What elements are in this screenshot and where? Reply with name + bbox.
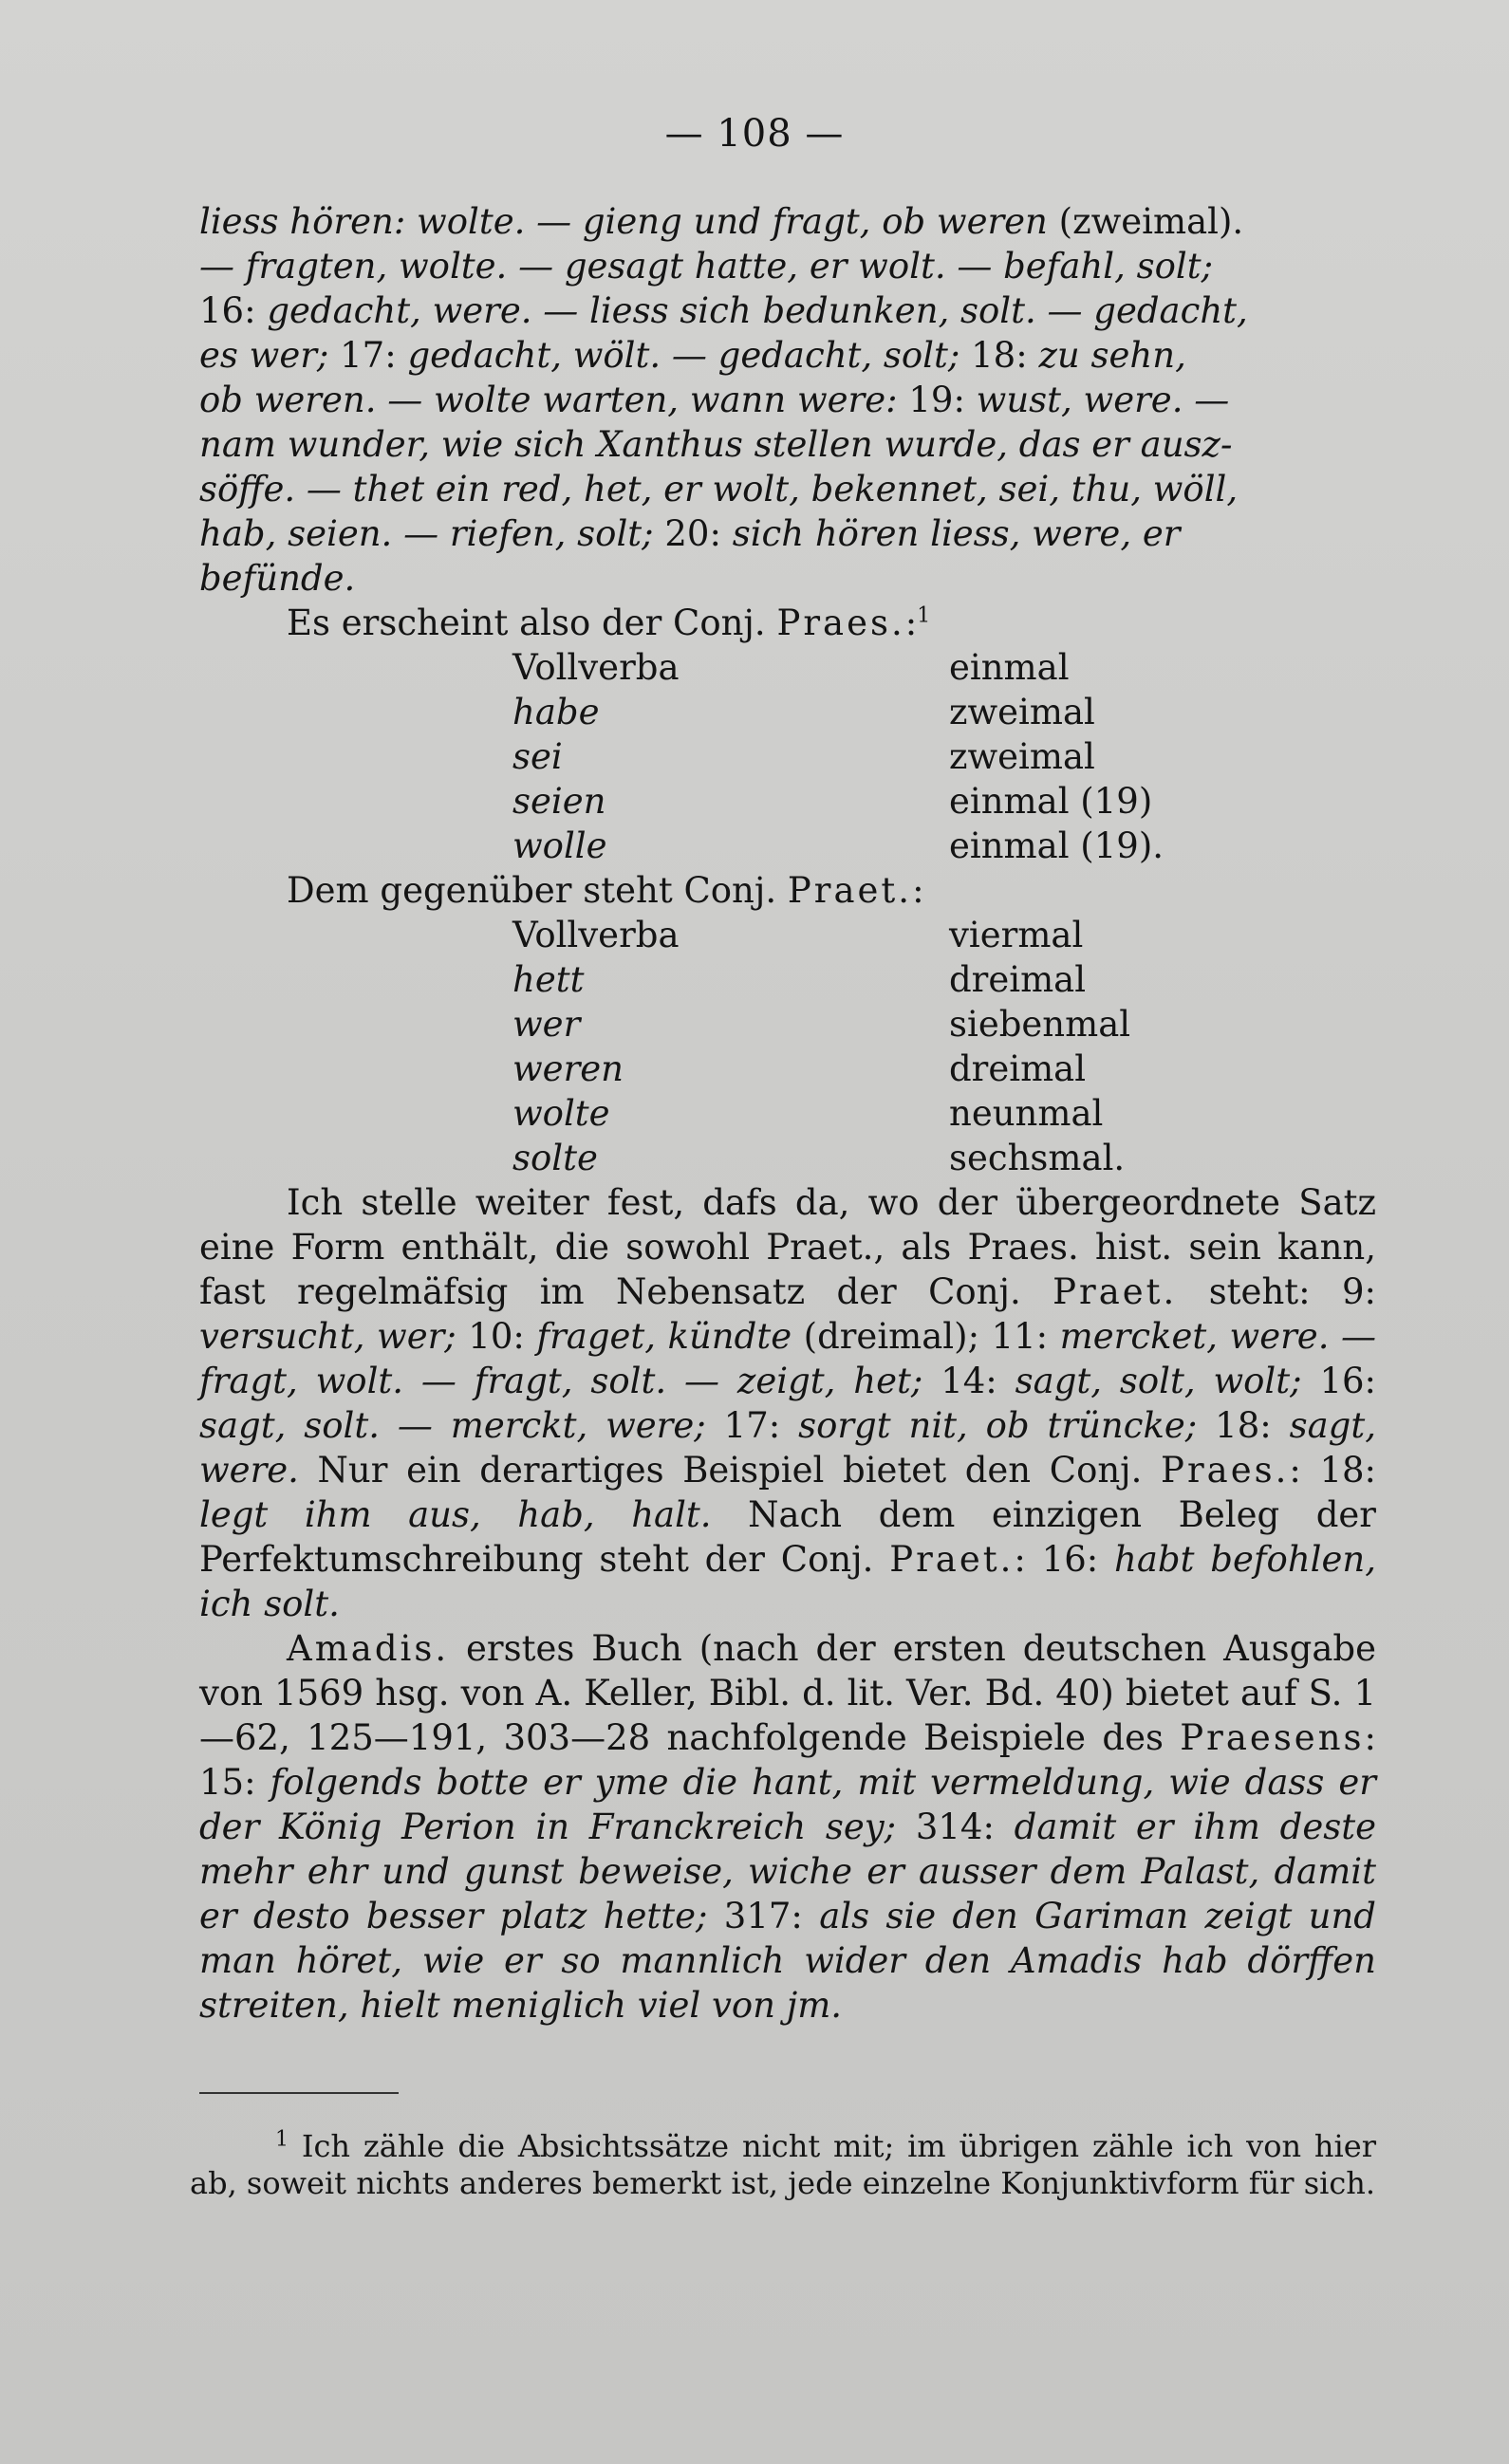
footnote-marker: 1 (917, 603, 931, 628)
table-row: solte sechsmal. (512, 1138, 1126, 1178)
table-row: seien einmal (19) (512, 781, 1153, 822)
quote-line: 16: gedacht, were. — liess sich bedunken, solt. — gedacht, (199, 290, 1248, 331)
praet-intro: Dem gegenüber steht Conj. Praet.: (287, 870, 924, 911)
table-row: wer siebenmal (512, 1004, 1131, 1045)
page-number: — 108 — (664, 112, 845, 156)
table-row: Vollverba viermal (512, 915, 1084, 955)
footnote (190, 2128, 1376, 2202)
quote-line: es wer; 17: gedacht, wölt. — gedacht, solt; 18: zu sehn, (199, 335, 1186, 376)
quote-line: nam wunder, wie sich Xanthus stellen wurde, das er ausz- (199, 424, 1233, 465)
footnote-text: $^1$ Ich zähle die Absichtssätze nicht mit; im übrigen zähle ich von hier ab, soweit nichts anderes bemerkt ist, jede einzelne Konjunktivform für sich. (190, 2127, 1376, 2201)
paragraph-amadis: Amadis. erstes Buch (nach der ersten deutschen Ausgabe von 1569 hsg. von A. Keller, Bibl. d. lit. Ver. Bd. 40) bietet auf S. 1—62, 125—191, 303—28 nachfolgende Beispiele des Praesens: 15: folgends botte er yme die hant, mit vermeldung, wie dass er der König Perion in Franckreich sey; 314: damit er ihm deste mehr ehr und gunst beweise, wiche er ausser dem Palast, damit er desto besser platz hette; 317: als sie den Gariman zeigt und man höret, wie er so mannlich wider den Amadis hab dörffen streiten, hielt meniglich viel von jm. (199, 1628, 1376, 2026)
table-row: weren dreimal (512, 1048, 1087, 1089)
footnote-rule (199, 2092, 399, 2094)
praes-table (199, 645, 1376, 868)
quote-block (199, 199, 1376, 2028)
table-row: wolle einmal (19). (512, 825, 1164, 866)
quote-line: söffe. — thet ein red, het, er wolt, bekennet, sei, thu, wöll, (199, 469, 1239, 509)
praes-intro: Es erscheint also der Conj. Praes.:$^1$ (287, 602, 931, 643)
quote-line: — fragten, wolte. — gesagt hatte, er wolt. — befahl, solt; (199, 246, 1214, 287)
table-row: wolte neunmal (512, 1093, 1104, 1134)
quote-line: befünde. (199, 558, 356, 599)
paragraph-praet: Ich stelle weiter fest, dafs da, wo der übergeordnete Satz eine Form enthält, die sowohl Praet., als Praes. hist. sein kann, fast regelmäfsig im Nebensatz der Conj. Praet. steht: 9: versucht, wer; 10: fraget, kündte (dreimal); 11: mercket, were. — fragt, wolt. — fragt, solt. — zeigt, het; 14: sagt, solt, wolt; 16: sagt, solt. — merckt, were; 17: sorgt nit, ob trüncke; 18: sagt, were. Nur ein derartiges Beispiel bietet den Conj. Praes.: 18: legt ihm aus, hab, halt. Nach dem einzigen Beleg der Perfektumschreibung steht der Conj. Praet.: 16: habt befohlen, ich solt. (199, 1182, 1377, 1624)
quote-line: ob weren. — wolte warten, wann were: 19: wust, were. — (199, 380, 1230, 420)
table-row: habe zweimal (512, 692, 1095, 732)
footnote-marker: 1 (275, 2127, 289, 2152)
table-row: hett dreimal (512, 959, 1087, 1000)
praet-table (199, 913, 1376, 1180)
quote-line: hab, seien. — riefen, solt; 20: sich hören liess, were, er (199, 513, 1181, 554)
quote-line: liess hören: wolte. — gieng und fragt, ob weren (zweimal). (199, 201, 1244, 242)
table-row: Vollverba einmal (512, 647, 1070, 688)
table-row: sei zweimal (512, 736, 1095, 777)
